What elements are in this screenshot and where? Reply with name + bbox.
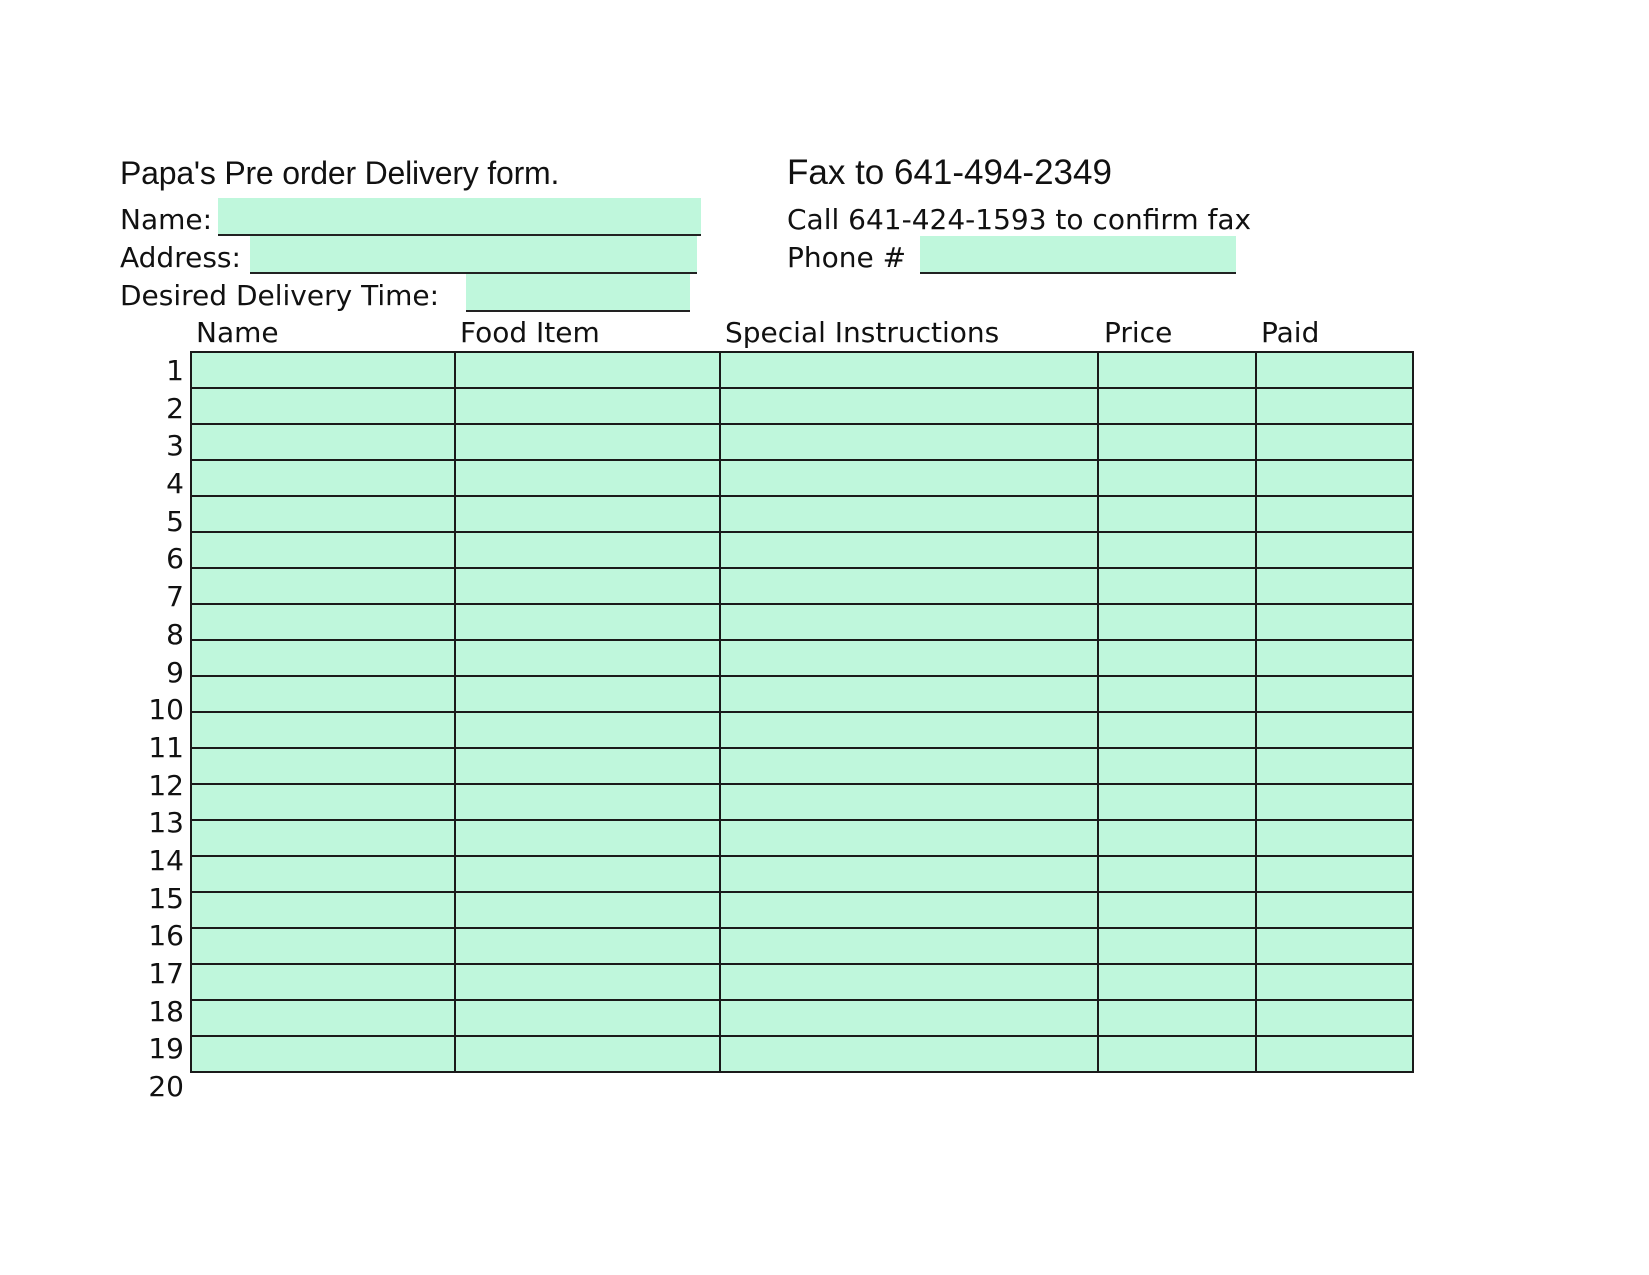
cell-special-instructions[interactable] <box>720 424 1098 460</box>
row-number: 11 <box>148 730 184 764</box>
phone-label: Phone # <box>787 241 907 274</box>
cell-price[interactable] <box>1098 532 1256 568</box>
cell-paid[interactable] <box>1256 676 1413 712</box>
cell-food-item[interactable] <box>455 532 720 568</box>
row-number: 9 <box>166 655 184 689</box>
cell-special-instructions[interactable] <box>720 820 1098 856</box>
table-row <box>191 712 1413 748</box>
table-row <box>191 928 1413 964</box>
phone-field[interactable] <box>920 236 1236 274</box>
cell-food-item[interactable] <box>455 388 720 424</box>
row-number: 1 <box>166 354 184 387</box>
table-row <box>191 424 1413 460</box>
cell-paid[interactable] <box>1256 388 1413 424</box>
cell-special-instructions[interactable] <box>720 712 1098 748</box>
row-number: 7 <box>166 580 184 614</box>
cell-paid[interactable] <box>1256 424 1413 460</box>
row-number: 18 <box>148 994 184 1028</box>
row-number: 10 <box>148 693 184 727</box>
cell-food-item[interactable] <box>455 1036 720 1072</box>
cell-food-item[interactable] <box>455 640 720 676</box>
cell-food-item[interactable] <box>455 748 720 784</box>
cell-food-item[interactable] <box>455 496 720 532</box>
row-number: 15 <box>148 881 184 915</box>
cell-name[interactable] <box>191 532 455 568</box>
table-row <box>191 784 1413 820</box>
column-header-food-item: Food Item <box>460 316 600 349</box>
row-number: 12 <box>148 768 184 802</box>
column-header-price: Price <box>1104 316 1173 349</box>
delivery-time-label: Desired Delivery Time: <box>120 279 440 312</box>
cell-food-item[interactable] <box>455 712 720 748</box>
cell-paid[interactable] <box>1256 964 1413 1000</box>
cell-paid[interactable] <box>1256 856 1413 892</box>
cell-special-instructions[interactable] <box>720 748 1098 784</box>
cell-food-item[interactable] <box>455 856 720 892</box>
cell-special-instructions[interactable] <box>720 352 1098 388</box>
cell-food-item[interactable] <box>455 820 720 856</box>
name-field[interactable] <box>218 198 701 236</box>
cell-special-instructions[interactable] <box>720 784 1098 820</box>
cell-name[interactable] <box>191 892 455 928</box>
address-label: Address: <box>120 241 241 274</box>
address-field[interactable] <box>250 236 697 274</box>
cell-food-item[interactable] <box>455 1000 720 1036</box>
cell-name[interactable] <box>191 424 455 460</box>
cell-special-instructions[interactable] <box>720 676 1098 712</box>
column-header-special-instructions: Special Instructions <box>725 316 1000 349</box>
cell-price[interactable] <box>1098 604 1256 640</box>
cell-special-instructions[interactable] <box>720 928 1098 964</box>
row-number: 8 <box>166 617 184 651</box>
row-number: 19 <box>148 1032 184 1066</box>
cell-special-instructions[interactable] <box>720 1036 1098 1072</box>
cell-paid[interactable] <box>1256 352 1413 388</box>
cell-food-item[interactable] <box>455 460 720 496</box>
cell-price[interactable] <box>1098 712 1256 748</box>
cell-food-item[interactable] <box>455 928 720 964</box>
cell-special-instructions[interactable] <box>720 640 1098 676</box>
table-row <box>191 532 1413 568</box>
cell-name[interactable] <box>191 388 455 424</box>
cell-special-instructions[interactable] <box>720 388 1098 424</box>
cell-price[interactable] <box>1098 856 1256 892</box>
column-header-paid: Paid <box>1261 316 1320 349</box>
cell-paid[interactable] <box>1256 748 1413 784</box>
cell-paid[interactable] <box>1256 604 1413 640</box>
cell-food-item[interactable] <box>455 676 720 712</box>
cell-special-instructions[interactable] <box>720 532 1098 568</box>
cell-name[interactable] <box>191 1036 455 1072</box>
cell-name[interactable] <box>191 1000 455 1036</box>
column-header-name: Name <box>196 316 279 349</box>
cell-special-instructions[interactable] <box>720 964 1098 1000</box>
table-row <box>191 820 1413 856</box>
cell-name[interactable] <box>191 460 455 496</box>
cell-name[interactable] <box>191 856 455 892</box>
order-table <box>190 351 1414 1073</box>
cell-price[interactable] <box>1098 820 1256 856</box>
table-row <box>191 676 1413 712</box>
cell-special-instructions[interactable] <box>720 1000 1098 1036</box>
row-number: 6 <box>166 542 184 576</box>
table-row <box>191 892 1413 928</box>
cell-paid[interactable] <box>1256 640 1413 676</box>
cell-food-item[interactable] <box>455 604 720 640</box>
cell-name[interactable] <box>191 352 455 388</box>
name-label: Name: <box>120 203 213 236</box>
cell-food-item[interactable] <box>455 964 720 1000</box>
cell-food-item[interactable] <box>455 784 720 820</box>
table-row <box>191 352 1413 388</box>
cell-paid[interactable] <box>1256 1036 1413 1072</box>
row-number: 20 <box>148 1070 184 1104</box>
cell-paid[interactable] <box>1256 496 1413 532</box>
table-row <box>191 1000 1413 1036</box>
confirm-fax-text: Call 641-424-1593 to confirm fax <box>787 203 1252 236</box>
table-row <box>191 640 1413 676</box>
cell-price[interactable] <box>1098 568 1256 604</box>
cell-special-instructions[interactable] <box>720 856 1098 892</box>
cell-paid[interactable] <box>1256 784 1413 820</box>
cell-food-item[interactable] <box>455 352 720 388</box>
cell-name[interactable] <box>191 568 455 604</box>
table-row <box>191 604 1413 640</box>
cell-name[interactable] <box>191 496 455 532</box>
cell-paid[interactable] <box>1256 460 1413 496</box>
cell-price[interactable] <box>1098 892 1256 928</box>
cell-name[interactable] <box>191 928 455 964</box>
cell-paid[interactable] <box>1256 820 1413 856</box>
row-number: 16 <box>148 919 184 953</box>
cell-special-instructions[interactable] <box>720 568 1098 604</box>
cell-special-instructions[interactable] <box>720 892 1098 928</box>
cell-name[interactable] <box>191 604 455 640</box>
table-row <box>191 1036 1413 1072</box>
cell-name[interactable] <box>191 748 455 784</box>
cell-price[interactable] <box>1098 496 1256 532</box>
table-row <box>191 964 1413 1000</box>
cell-paid[interactable] <box>1256 1000 1413 1036</box>
table-row <box>191 568 1413 604</box>
table-row <box>191 748 1413 784</box>
cell-paid[interactable] <box>1256 892 1413 928</box>
table-row <box>191 460 1413 496</box>
cell-price[interactable] <box>1098 424 1256 460</box>
cell-price[interactable] <box>1098 748 1256 784</box>
cell-food-item[interactable] <box>455 568 720 604</box>
delivery-time-field[interactable] <box>466 274 690 312</box>
cell-price[interactable] <box>1098 460 1256 496</box>
fax-number-text: Fax to 641-494-2349 <box>787 153 1112 192</box>
cell-name[interactable] <box>191 820 455 856</box>
cell-price[interactable] <box>1098 928 1256 964</box>
cell-name[interactable] <box>191 676 455 712</box>
table-row <box>191 496 1413 532</box>
cell-name[interactable] <box>191 784 455 820</box>
row-number: 4 <box>166 467 184 501</box>
row-number: 17 <box>148 957 184 990</box>
cell-name[interactable] <box>191 964 455 1000</box>
cell-price[interactable] <box>1098 1000 1256 1036</box>
cell-price[interactable] <box>1098 388 1256 424</box>
row-number: 14 <box>148 843 184 877</box>
table-row <box>191 388 1413 424</box>
cell-price[interactable] <box>1098 1036 1256 1072</box>
cell-paid[interactable] <box>1256 568 1413 604</box>
cell-name[interactable] <box>191 640 455 676</box>
cell-price[interactable] <box>1098 784 1256 820</box>
row-number-column <box>130 351 184 1105</box>
cell-price[interactable] <box>1098 352 1256 388</box>
cell-price[interactable] <box>1098 640 1256 676</box>
cell-name[interactable] <box>191 712 455 748</box>
cell-paid[interactable] <box>1256 532 1413 568</box>
cell-special-instructions[interactable] <box>720 496 1098 532</box>
row-number: 2 <box>166 391 184 425</box>
cell-special-instructions[interactable] <box>720 460 1098 496</box>
row-number: 3 <box>166 429 184 463</box>
cell-price[interactable] <box>1098 676 1256 712</box>
cell-paid[interactable] <box>1256 712 1413 748</box>
row-number: 5 <box>166 504 184 538</box>
table-row <box>191 856 1413 892</box>
cell-food-item[interactable] <box>455 892 720 928</box>
cell-food-item[interactable] <box>455 424 720 460</box>
row-number: 13 <box>148 806 184 840</box>
cell-price[interactable] <box>1098 964 1256 1000</box>
form-title: Papa's Pre order Delivery form. <box>120 155 560 191</box>
cell-paid[interactable] <box>1256 928 1413 964</box>
cell-special-instructions[interactable] <box>720 604 1098 640</box>
